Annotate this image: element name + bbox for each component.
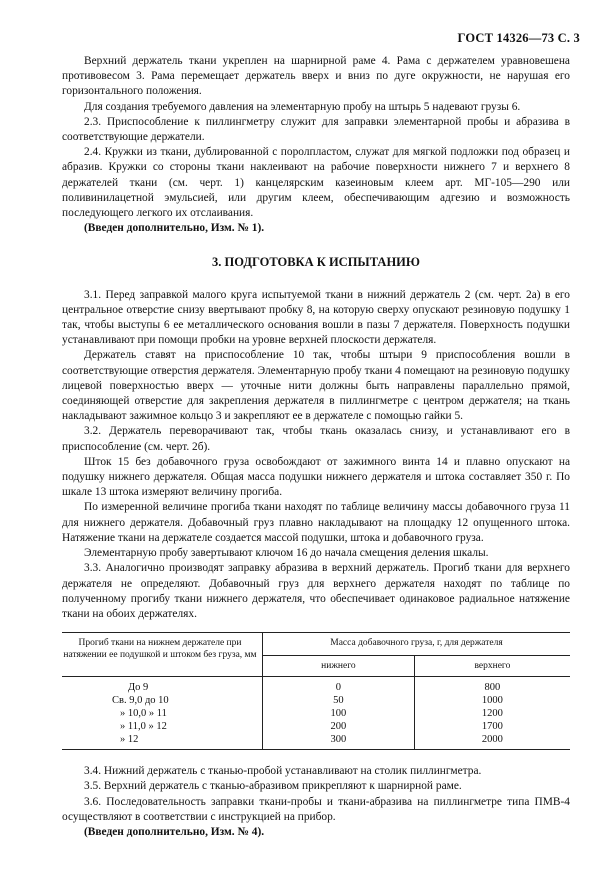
table-header-lower: нижнего bbox=[263, 656, 415, 677]
paragraph: 3.6. Последовательность заправки ткани-пробы и ткани-абразива на пиллингметре типа ПМВ-4 осуществляют в соответствии с инструкцией на прибор. bbox=[62, 795, 570, 823]
table-cell: До 9 bbox=[62, 677, 263, 695]
table-row bbox=[62, 707, 570, 720]
table-cell: 300 bbox=[263, 733, 415, 750]
table-cell: » 11,0 » 12 bbox=[62, 720, 263, 733]
paragraph: 3.5. Верхний держатель с тканью-абразивом прикрепляют к шарнирной раме. bbox=[84, 780, 462, 793]
paragraph: 3.4. Нижний держатель с тканью-пробой устанавливают на столик пиллингметра. bbox=[84, 765, 482, 778]
table-cell: » 12 bbox=[62, 733, 263, 750]
paragraph: Держатель ставят на приспособление 10 так, чтобы штыри 9 приспособления вошли в соответствующие отверстия держателя. Элементарную пробу ткани 4 помещают на резиновую подушку лицевой поверхностью вверх — уточные нити должны быть направлены параллельно прямой, соединяющей отверстие для закрепления держателя в пиллингметре с центром держателя; на ткань накладывают зажимное кольцо 3 и закрепляют ее в держателе с помощью гайки 5. bbox=[62, 349, 570, 423]
paragraph: 2.3. Приспособление к пиллингметру служит для заправки элементарной пробы и абразива в соответствующие держатели. bbox=[62, 115, 570, 144]
table-cell: 50 bbox=[263, 694, 415, 707]
table-cell: Св. 9,0 до 10 bbox=[62, 694, 263, 707]
load-table bbox=[62, 632, 570, 750]
table-row bbox=[62, 720, 570, 733]
table-header-upper: верхнего bbox=[414, 656, 570, 677]
table-cell: » 10,0 » 11 bbox=[62, 707, 263, 720]
paragraph: Для создания требуемого давления на элементарную пробу на штырь 5 надевают грузы 6. bbox=[84, 100, 521, 113]
paragraph: 2.4. Кружки из ткани, дублированной с поролпластом, служат для мягкой подложки под образец и абразив. Кружки со стороны ткани наклеивают на рабочие поверхности нижнего 7 и верхнего 8 держателей ткани (см. черт. 1) канцелярским казеиновым клеем арт. МГ-105—290 или поливинилацетной эмульсией, или другим клеем, обеспечивающим адгезию и возможность последующего легкого их отслаивания. bbox=[62, 146, 570, 220]
paragraph: 3.2. Держатель переворачивают так, чтобы ткань оказалась снизу, и устанавливают его в приспособление (см. черт. 2б). bbox=[62, 425, 570, 453]
table-cell: 200 bbox=[263, 720, 415, 733]
table-row bbox=[62, 733, 570, 750]
table-cell: 0 bbox=[263, 677, 415, 695]
paragraph: Шток 15 без добавочного груза освобождают от зажимного винта 14 и плавно опускают на подушку нижнего держателя. Общая масса подушки нижнего держателя и штока составляет 350 г. По шкале 13 штока измеряют величину прогиба. bbox=[62, 455, 570, 499]
paragraph: Верхний держатель ткани укреплен на шарнирной раме 4. Рама с держателем уравновешена противовесом 3. Рама перемещает держатель вверх и вниз по дуге окружности, не нарушая его горизонтального положения. bbox=[62, 55, 570, 98]
paragraph: По измеренной величине прогиба ткани находят по таблице величину массы добавочного груза 11 для нижнего держателя. Добавочный груз плавно накладывают на площадку 12 опущенного штока. Натяжение ткани на держателе создается массой подушки, штока и добавочного груза. bbox=[62, 501, 570, 544]
table-cell: 800 bbox=[484, 682, 501, 694]
table-header-mass: Масса добавочного груза, г, для держателя bbox=[263, 633, 571, 656]
amendment-note: (Введен дополнительно, Изм. № 1). bbox=[84, 222, 265, 235]
amendment-note: (Введен дополнительно, Изм. № 4). bbox=[84, 825, 265, 838]
paragraph: 3.1. Перед заправкой малого круга испытуемой ткани в нижний держатель 2 (см. черт. 2а) в его центральное отверстие снизу ввертывают пробку 8, на которую сверху опускают резиновую подушку 1 так, чтобы выступы 6 ее металлического основания вошли в пазы 7 держателя. Поверхность подушки устанавливают при помощи пробки на уровне верхней плоскости держателя. bbox=[62, 288, 570, 347]
table-row bbox=[62, 677, 570, 695]
table-cell: 1000 bbox=[481, 695, 503, 707]
table-cell: 2000 bbox=[414, 733, 570, 750]
paragraph: Элементарную пробу завертывают ключом 16 до начала смещения деления шкалы. bbox=[84, 547, 489, 560]
table-cell: 1700 bbox=[481, 721, 503, 733]
paragraph: 3.3. Аналогично производят заправку абразива в верхний держатель. Прогиб ткани для верхнего держателя не определяют. Добавочный груз для верхнего держателя находят по таблице по полученному прогибу ткани нижнего держателя, что обеспечивает одинаковое радиальное натяжение ткани на обоих держателях. bbox=[62, 562, 570, 620]
table-header-deflection: Прогиб ткани на нижнем держателе при натяжении ее подушкой и штоком без груза, мм bbox=[62, 633, 263, 677]
section-heading: 3. ПОДГОТОВКА К ИСПЫТАНИЮ bbox=[212, 255, 420, 270]
table-cell: 1200 bbox=[481, 708, 503, 720]
document-body bbox=[62, 54, 570, 840]
page-header: ГОСТ 14326—73 С. 3 bbox=[457, 31, 580, 45]
table-cell: 100 bbox=[263, 707, 415, 720]
table-row bbox=[62, 694, 570, 707]
